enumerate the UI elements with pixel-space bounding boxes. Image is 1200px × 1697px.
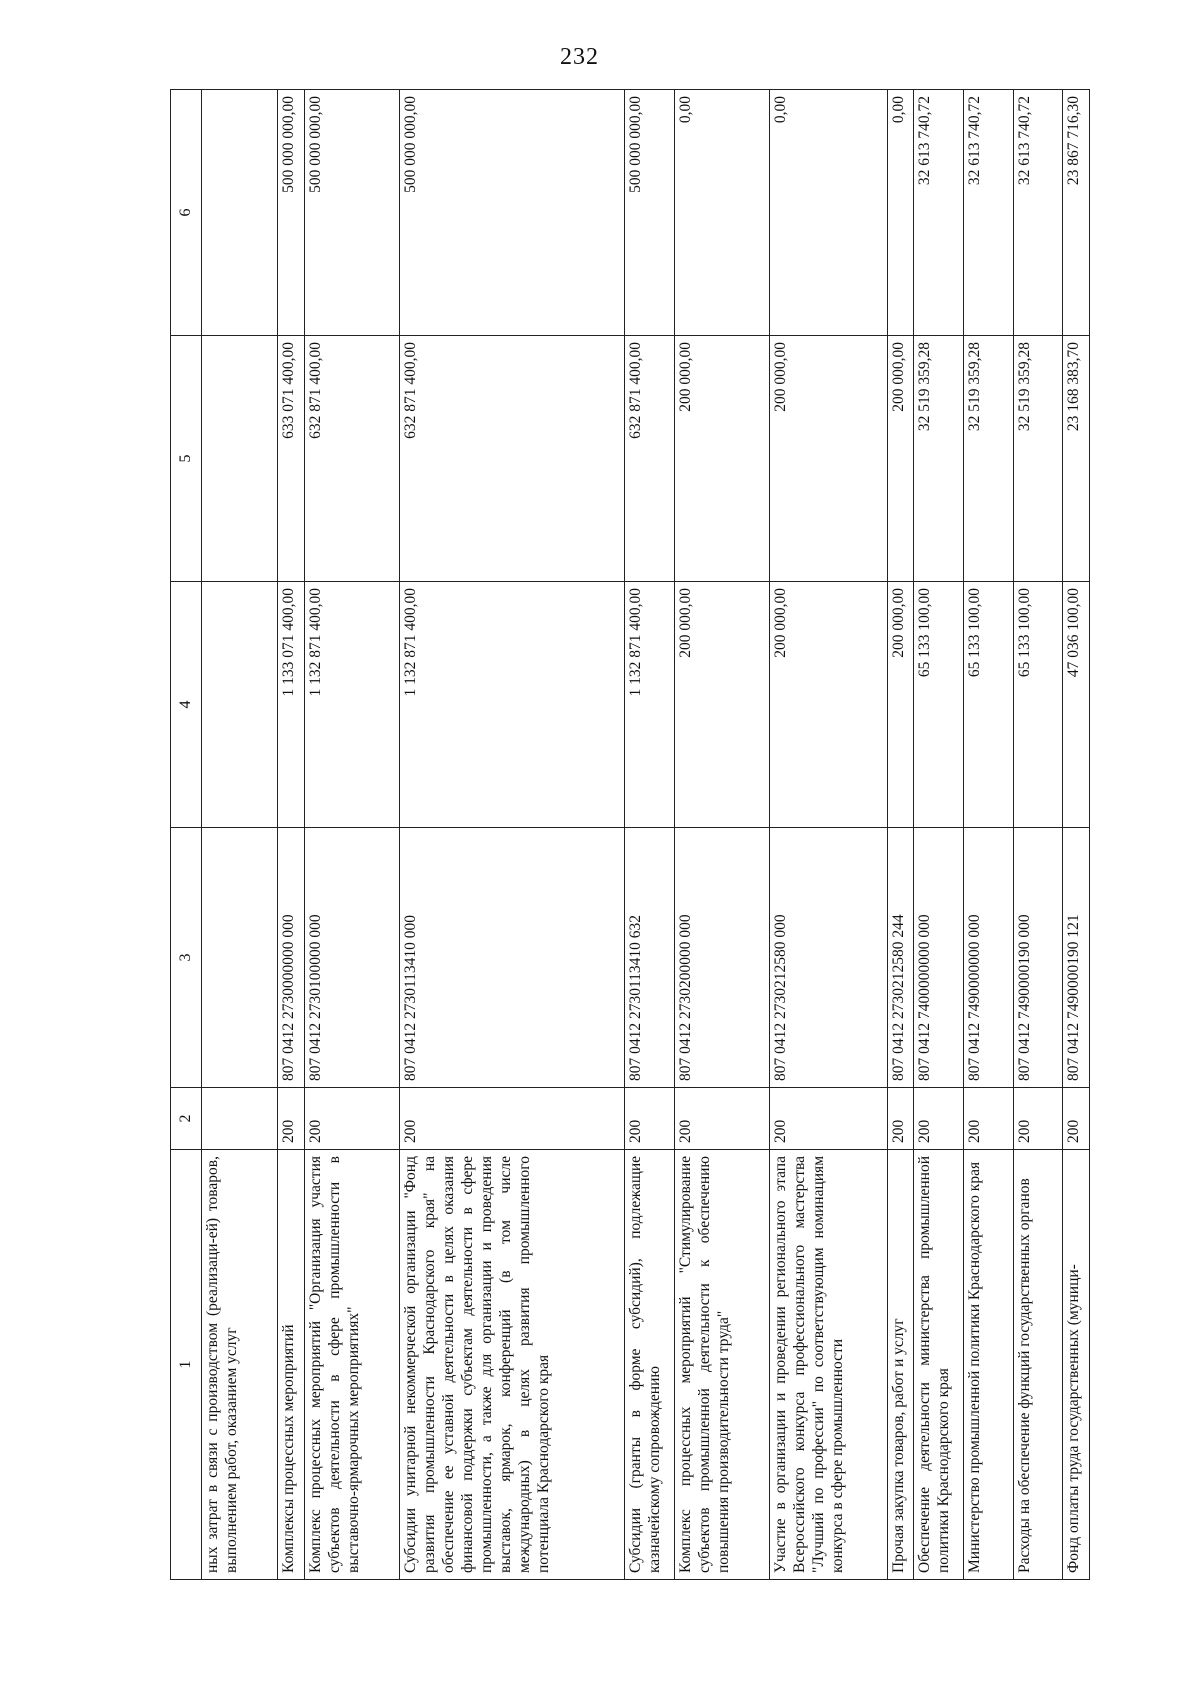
row-amount-6: 500 000 000,00 <box>305 90 400 336</box>
row-amount-total: 200 000,00 <box>769 582 887 828</box>
table-header-row <box>171 90 202 1580</box>
table-row <box>400 90 625 1580</box>
row-amount-6: 32 613 740,72 <box>914 90 964 336</box>
table-row <box>1013 90 1063 1580</box>
row-amount-5: 23 168 383,70 <box>1063 336 1090 582</box>
row-code: 200 <box>625 1088 675 1150</box>
row-code: 200 <box>914 1088 964 1150</box>
row-amount-5: 32 519 359,28 <box>1013 336 1063 582</box>
row-code: 200 <box>1013 1088 1063 1150</box>
table-row <box>278 90 305 1580</box>
row-amount-5: 632 871 400,00 <box>625 336 675 582</box>
row-amount-6: 0,00 <box>769 90 887 336</box>
row-name: Участие в организации и проведении регионального этапа Всероссийского конкурса профессионального мастерства "Лучший по профессии" по соответствующим номинациям конкурса в сфере промышленности <box>769 1150 887 1580</box>
row-classification: 807 0412 2730212580 244 <box>887 828 914 1088</box>
row-amount-total: 65 133 100,00 <box>914 582 964 828</box>
row-amount-6: 23 867 716,30 <box>1063 90 1090 336</box>
row-amount-6 <box>202 90 278 336</box>
row-classification: 807 0412 7490000190 000 <box>1013 828 1063 1088</box>
row-code <box>202 1088 278 1150</box>
row-name: Субсидии (гранты в форме субсидий), подлежащие казначейскому сопровождению <box>625 1150 675 1580</box>
row-code: 200 <box>400 1088 625 1150</box>
row-amount-6: 500 000 000,00 <box>278 90 305 336</box>
header-col-4: 4 <box>171 582 202 828</box>
row-classification: 807 0412 2730113410 000 <box>400 828 625 1088</box>
row-amount-6: 500 000 000,00 <box>400 90 625 336</box>
row-amount-5: 632 871 400,00 <box>400 336 625 582</box>
header-col-1: 1 <box>171 1150 202 1580</box>
row-name: Комплекс процессных мероприятий "Организация участия субъектов деятельности в сфере промышленности в выставочно-ярмарочных мероприятиях" <box>305 1150 400 1580</box>
row-classification: 807 0412 2730212580 000 <box>769 828 887 1088</box>
row-name: Расходы на обеспечение функций государственных органов <box>1013 1150 1063 1580</box>
row-amount-total: 1 132 871 400,00 <box>625 582 675 828</box>
row-classification: 807 0412 2730000000 000 <box>278 828 305 1088</box>
table-row <box>769 90 887 1580</box>
page-number: 232 <box>560 44 599 70</box>
row-classification: 807 0412 7400000000 000 <box>914 828 964 1088</box>
row-amount-5: 633 071 400,00 <box>278 336 305 582</box>
table-row <box>202 90 278 1580</box>
budget-table-frame <box>170 90 1090 1580</box>
row-code: 200 <box>278 1088 305 1150</box>
row-classification: 807 0412 7490000000 000 <box>963 828 1013 1088</box>
row-amount-total: 1 133 071 400,00 <box>278 582 305 828</box>
row-amount-total: 65 133 100,00 <box>963 582 1013 828</box>
header-col-2: 2 <box>171 1088 202 1150</box>
header-col-6: 6 <box>171 90 202 336</box>
row-code: 200 <box>305 1088 400 1150</box>
row-amount-6: 32 613 740,72 <box>963 90 1013 336</box>
row-amount-total: 1 132 871 400,00 <box>305 582 400 828</box>
row-code: 200 <box>674 1088 769 1150</box>
table-row <box>887 90 914 1580</box>
header-col-5: 5 <box>171 336 202 582</box>
row-name: Обеспечение деятельности министерства промышленной политики Краснодарского края <box>914 1150 964 1580</box>
row-amount-5 <box>202 336 278 582</box>
row-amount-total: 200 000,00 <box>674 582 769 828</box>
row-classification: 807 0412 7490000190 121 <box>1063 828 1090 1088</box>
row-code: 200 <box>887 1088 914 1150</box>
row-amount-6: 500 000 000,00 <box>625 90 675 336</box>
row-name: Министерство промышленной политики Краснодарского края <box>963 1150 1013 1580</box>
table-row <box>305 90 400 1580</box>
row-name: Прочая закупка товаров, работ и услуг <box>887 1150 914 1580</box>
row-name: Комплекс процессных мероприятий "Стимулирование субъектов промышленной деятельности к обеспечению повышения производительности труда" <box>674 1150 769 1580</box>
row-name: ных затрат в связи с производством (реализаци-ей) товаров, выполнением работ, оказанием услуг <box>202 1150 278 1580</box>
row-amount-5: 200 000,00 <box>769 336 887 582</box>
row-amount-total: 200 000,00 <box>887 582 914 828</box>
table-row <box>1063 90 1090 1580</box>
row-code: 200 <box>963 1088 1013 1150</box>
row-code: 200 <box>769 1088 887 1150</box>
row-name: Фонд оплаты труда государственных (муници- <box>1063 1150 1090 1580</box>
row-name: Комплексы процессных мероприятий <box>278 1150 305 1580</box>
row-amount-total: 47 036 100,00 <box>1063 582 1090 828</box>
table-row <box>625 90 675 1580</box>
row-amount-6: 0,00 <box>887 90 914 336</box>
rotated-table-container <box>170 90 1090 1580</box>
table-row <box>963 90 1013 1580</box>
row-amount-5: 200 000,00 <box>887 336 914 582</box>
row-classification <box>202 828 278 1088</box>
budget-table <box>170 89 1090 1580</box>
table-row <box>914 90 964 1580</box>
row-amount-6: 0,00 <box>674 90 769 336</box>
row-amount-5: 32 519 359,28 <box>963 336 1013 582</box>
row-amount-total: 65 133 100,00 <box>1013 582 1063 828</box>
row-amount-5: 632 871 400,00 <box>305 336 400 582</box>
table-row <box>674 90 769 1580</box>
row-amount-total: 1 132 871 400,00 <box>400 582 625 828</box>
row-amount-5: 200 000,00 <box>674 336 769 582</box>
row-classification: 807 0412 2730113410 632 <box>625 828 675 1088</box>
row-amount-6: 32 613 740,72 <box>1013 90 1063 336</box>
row-amount-5: 32 519 359,28 <box>914 336 964 582</box>
row-classification: 807 0412 2730200000 000 <box>674 828 769 1088</box>
header-col-3: 3 <box>171 828 202 1088</box>
row-classification: 807 0412 2730100000 000 <box>305 828 400 1088</box>
row-code: 200 <box>1063 1088 1090 1150</box>
row-name: Субсидии унитарной некоммерческой организации "Фонд развития промышленности Краснодарского края" на обеспечение ее уставной деятельности в целях оказания финансовой поддержки субъектам деятельности в сфере промышленности, а также для организации и проведения выставок, ярмарок, конференций (в том числе международных) в целях развития промышленного потенциала Краснодарского края <box>400 1150 625 1580</box>
row-amount-total <box>202 582 278 828</box>
